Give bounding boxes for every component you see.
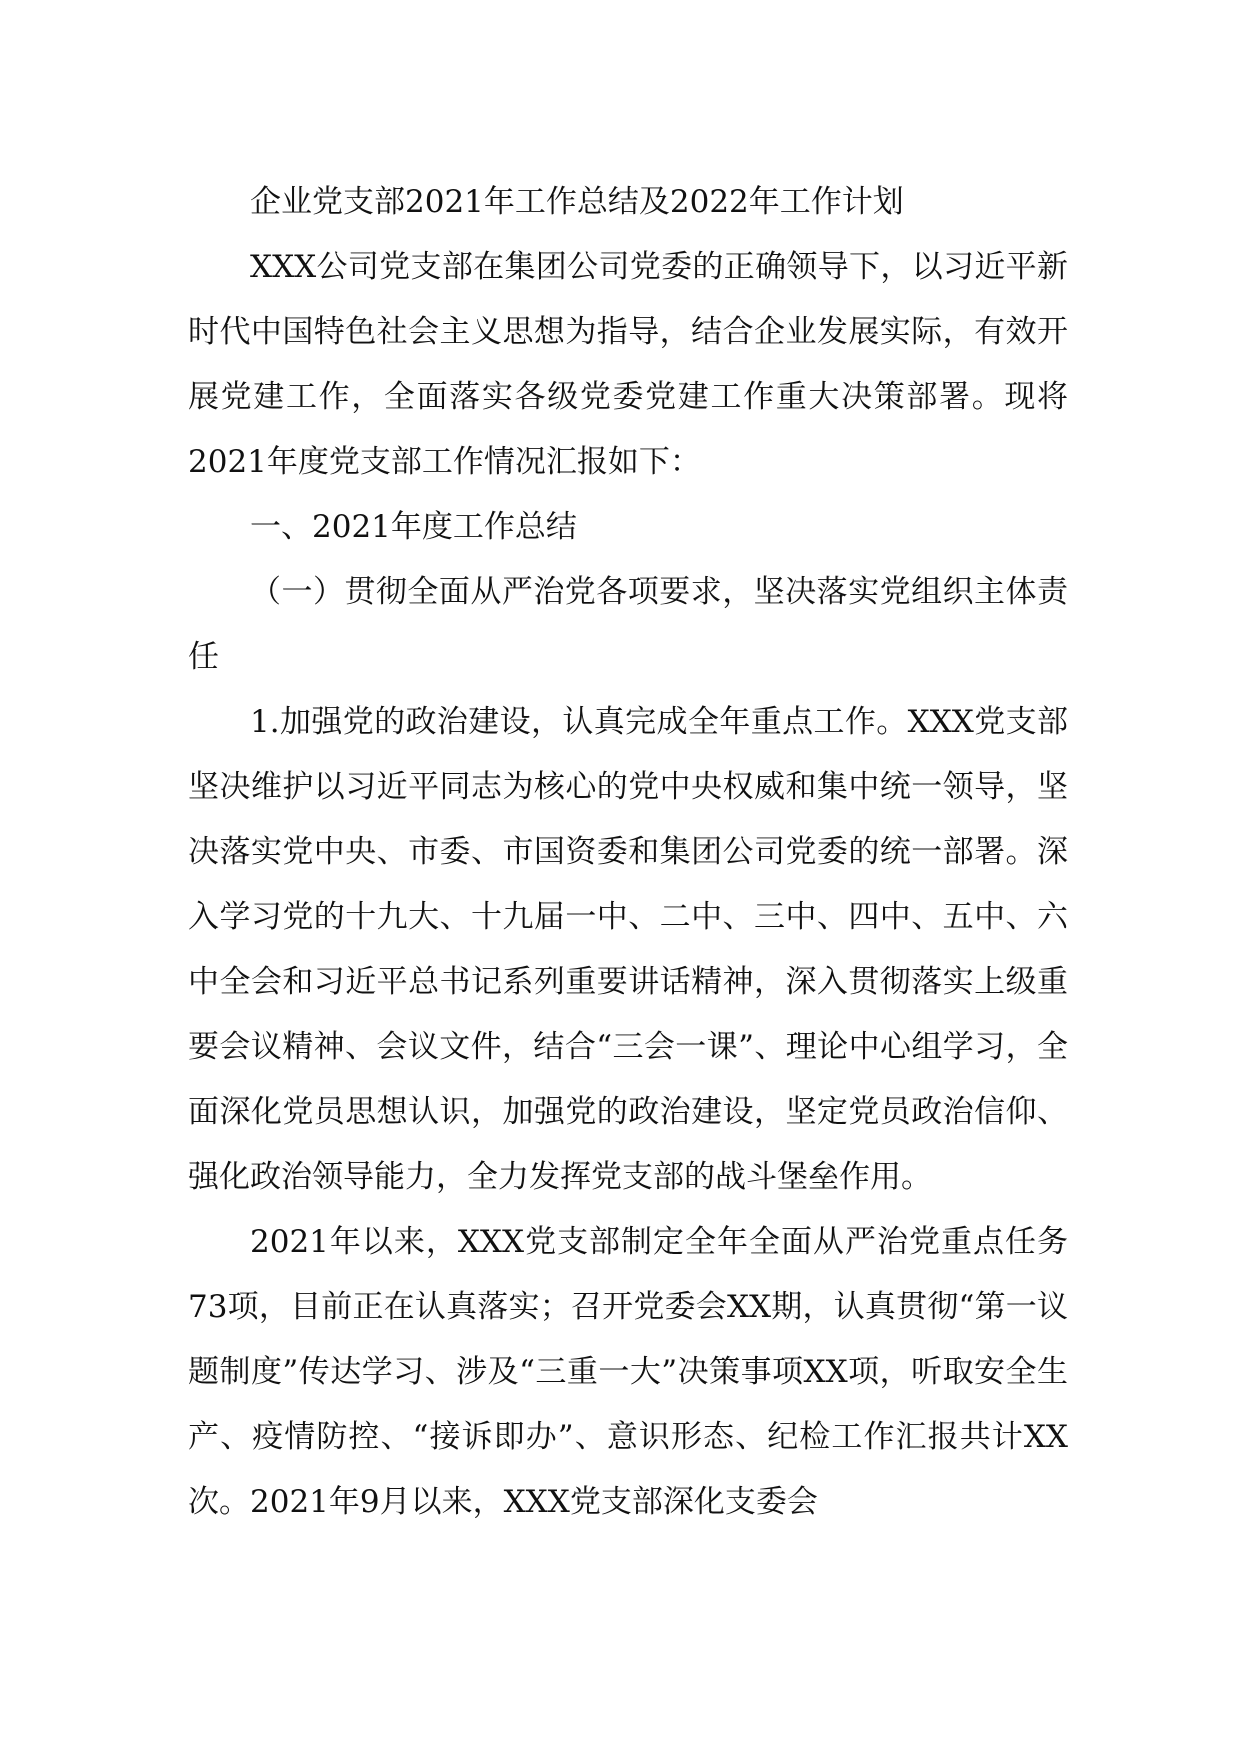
intro-paragraph: XXX公司党支部在集团公司党委的正确领导下，以习近平新时代中国特色社会主义思想为指导，结合企业发展实际，有效开展党建工作，全面落实各级党委党建工作重大决策部署。现将2021年度党支部工作情况汇报如下： [188, 249, 1068, 480]
body-paragraph: 1.加强党的政治建设，认真完成全年重点工作。XXX党支部坚决维护以习近平同志为核心的党中央权威和集中统一领导，坚决落实党中央、市委、市国资委和集团公司党委的统一部署。深入学习党的十九大、十九届一中、二中、三中、四中、五中、六中全会和习近平总书记系列重要讲话精神，深入贯彻落实上级重要会议精神、会议文件，结合“三会一课”、理论中心组学习，全面深化党员思想认识，加强党的政治建设，坚定党员政治信仰、强化政治领导能力，全力发挥党支部的战斗堡垒作用。 [188, 704, 1068, 1195]
document-body [188, 170, 1068, 1535]
document-title: 企业党支部2021年工作总结及2022年工作计划 [250, 184, 904, 220]
body-paragraph: 2021年以来，XXX党支部制定全年全面从严治党重点任务73项，目前正在认真落实；召开党委会XX期，认真贯彻“第一议题制度”传达学习、涉及“三重一大”决策事项XX项，听取安全生产、疫情防控、“接诉即办”、意识形态、纪检工作汇报共计XX次。2021年9月以来，XXX党支部深化支委会 [188, 1224, 1068, 1520]
section-heading: 一、2021年度工作总结 [250, 509, 577, 545]
subsection-heading: （一）贯彻全面从严治党各项要求，坚决落实党组织主体责任 [188, 574, 1068, 675]
